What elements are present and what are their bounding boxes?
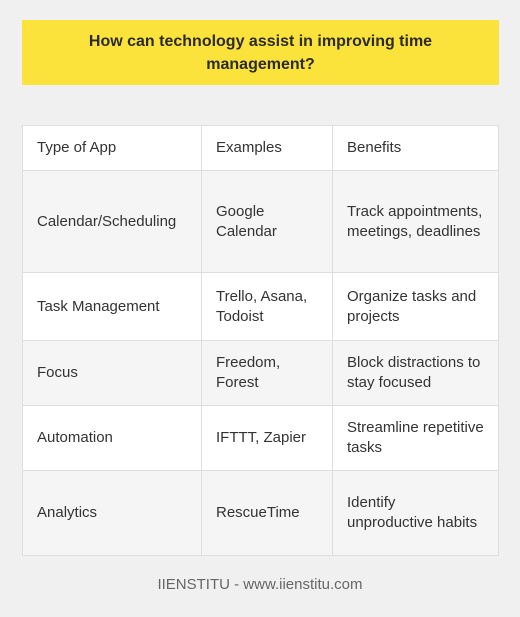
page-title: How can technology assist in improving time management? xyxy=(88,32,433,73)
cell-type: Task Management xyxy=(23,273,202,341)
cell-type: Automation xyxy=(23,406,202,471)
cell-examples: Freedom, Forest xyxy=(202,341,333,406)
title-banner xyxy=(22,20,499,85)
app-table xyxy=(22,125,499,556)
cell-benefits: Block distractions to stay focused xyxy=(333,341,499,406)
footer-credit: IIENSTITU - www.iienstitu.com xyxy=(157,576,363,593)
header-examples: Examples xyxy=(202,126,333,171)
header-type-of-app: Type of App xyxy=(23,126,202,171)
header-benefits: Benefits xyxy=(333,126,499,171)
table-row xyxy=(23,171,499,273)
table-row xyxy=(23,273,499,341)
cell-type: Analytics xyxy=(23,471,202,556)
cell-examples: Google Calendar xyxy=(202,171,333,273)
cell-examples: RescueTime xyxy=(202,471,333,556)
cell-examples: Trello, Asana, Todoist xyxy=(202,273,333,341)
cell-examples: IFTTT, Zapier xyxy=(202,406,333,471)
cell-benefits: Track appointments, meetings, deadlines xyxy=(333,171,499,273)
cell-type: Focus xyxy=(23,341,202,406)
table-header-row xyxy=(23,126,499,171)
cell-benefits: Streamline repetitive tasks xyxy=(333,406,499,471)
cell-type: Calendar/Scheduling xyxy=(23,171,202,273)
cell-benefits: Identify unproductive habits xyxy=(333,471,499,556)
table-row xyxy=(23,341,499,406)
table-row xyxy=(23,406,499,471)
cell-benefits: Organize tasks and projects xyxy=(333,273,499,341)
table-row xyxy=(23,471,499,556)
